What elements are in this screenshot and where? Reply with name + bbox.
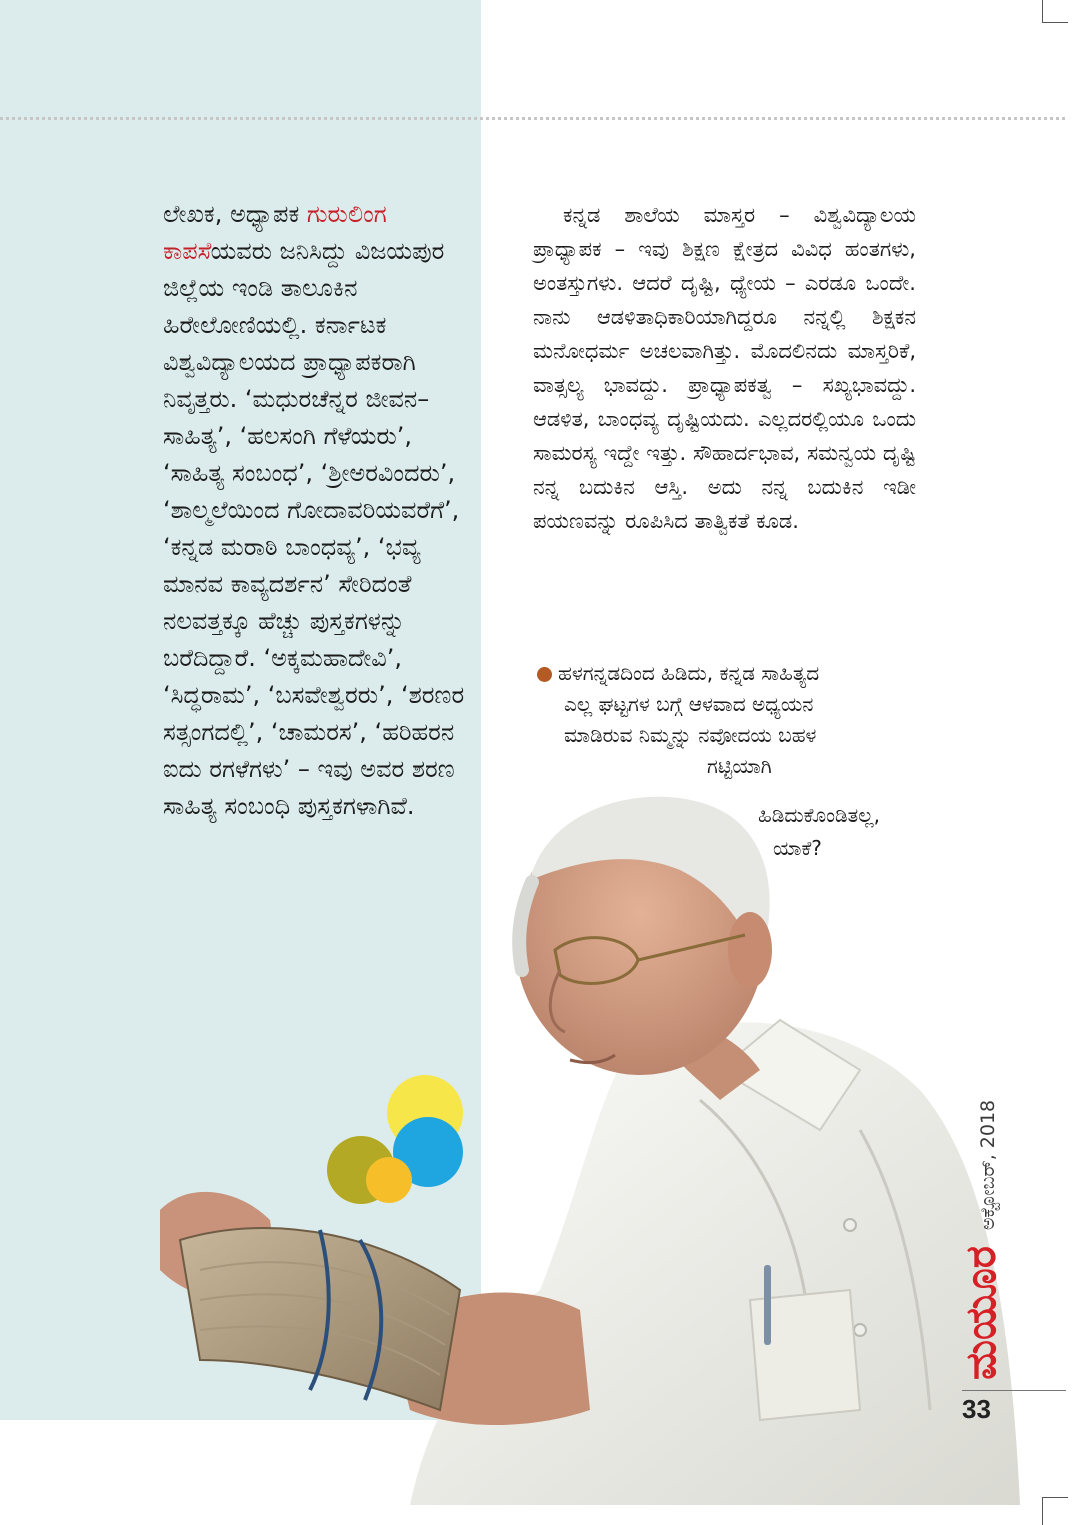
magazine-logo: [958, 1248, 1004, 1378]
decorative-dots: [325, 1070, 465, 1210]
question-bullet-icon: [537, 667, 552, 682]
bio-body: ಯವರು ಜನಿಸಿದ್ದು ವಿಜಯಪುರ ಜಿಲ್ಲೆಯ ಇಂಡಿ ತಾಲೂಕಿನ ಹಿರೇಲೋಣಿಯಲ್ಲಿ. ಕರ್ನಾಟಕ ವಿಶ್ವವಿದ್ಯಾಲಯದ ಪ್ರಾಧ್ಯಾಪಕರಾಗಿ ನಿವೃತ್ತರು. ‘ಮಧುರಚೆನ್ನರ ಜೀವನ–ಸಾಹಿತ್ಯ’, ‘ಹಲಸಂಗಿ ಗೆಳೆಯರು’, ‘ಸಾಹಿತ್ಯ ಸಂಬಂಧ’, ‘ಶ್ರೀಅರವಿಂದರು’, ‘ಶಾಲ್ಮಲೆಯಿಂದ ಗೋದಾವರಿಯವರೆಗೆ’, ‘ಕನ್ನಡ ಮರಾಠಿ ಬಾಂಧವ್ಯ’, ‘ಭವ್ಯ ಮಾನವ ಕಾವ್ಯದರ್ಶನ’ ಸೇರಿದಂತೆ ನಲವತ್ತಕ್ಕೂ ಹೆಚ್ಚು ಪುಸ್ತಕಗಳನ್ನು ಬರೆದಿದ್ದಾರೆ. ‘ಅಕ್ಕಮಹಾದೇವಿ’, ‘ಸಿದ್ಧರಾಮ’, ‘ಬಸವೇಶ್ವರರು’, ‘ಶರಣರ ಸತ್ಸಂಗದಲ್ಲಿ’, ‘ಚಾಮರಸ’, ‘ಹರಿಹರನ ಐದು ರಗಳೆಗಳು’ – ಇವು ಅವರ ಶರಣ ಸಾಹಿತ್ಯ ಸಂಬಂಧಿ ಪುಸ್ತಕಗಳಾಗಿವೆ.: [163, 237, 465, 820]
crop-mark-bottom-horizontal: [1042, 1497, 1068, 1498]
crop-mark-top: [1042, 0, 1043, 22]
crop-mark-top-horizontal: [1042, 22, 1068, 23]
crop-mark-bottom: [1042, 1497, 1043, 1525]
dot-orange: [366, 1157, 412, 1203]
dotted-divider: [0, 117, 1065, 120]
question-line: ಹಿಡಿದುಕೊಂಡಿತಲ್ಲ,: [758, 803, 880, 827]
author-photo: [160, 770, 1040, 1505]
page-number: 33: [962, 1394, 991, 1424]
question-line: ಎಲ್ಲ ಘಟ್ಟಗಳ ಬಗ್ಗೆ ಆಳವಾದ ಅಧ್ಯಯನ: [564, 692, 814, 716]
issue-date: [976, 1080, 1000, 1250]
magazine-logo-text: ಮಯೂರ: [956, 1246, 1005, 1380]
question-line: ಹಳಗನ್ನಡದಿಂದ ಹಿಡಿದು, ಕನ್ನಡ ಸಾಹಿತ್ಯದ: [558, 661, 820, 685]
issue-date-text: ಅಕ್ಟೋಬರ್, 2018: [977, 1099, 999, 1231]
author-bio: [163, 196, 475, 825]
bio-intro: ಲೇಖಕ, ಅಧ್ಯಾಪಕ: [163, 200, 307, 228]
question-line: ಯಾಕೆ?: [773, 836, 822, 860]
author-name: ಗುರುಲಿಂಗ ಕಾಪಸೆ: [163, 200, 387, 265]
question-line: ಮಾಡಿರುವ ನಿಮ್ಮನ್ನು ನವೋದಯ ಬಹಳ: [564, 723, 817, 747]
interview-answer: ಕನ್ನಡ ಶಾಲೆಯ ಮಾಸ್ತರ – ವಿಶ್ವವಿದ್ಯಾಲಯ ಪ್ರಾಧ್ಯಾಪಕ – ಇವು ಶಿಕ್ಷಣ ಕ್ಷೇತ್ರದ ವಿವಿಧ ಹಂತಗಳು, ಅಂತಸ್ತುಗಳು. ಆದರೆ ದೃಷ್ಟಿ, ಧ್ಯೇಯ – ಎರಡೂ ಒಂದೇ. ನಾನು ಆಡಳಿತಾಧಿಕಾರಿಯಾಗಿದ್ದರೂ ನನ್ನಲ್ಲಿ ಶಿಕ್ಷಕನ ಮನೋಧರ್ಮ ಅಚಲವಾಗಿತ್ತು. ಮೊದಲಿನದು ಮಾಸ್ತರಿಕೆ, ವಾತ್ಸಲ್ಯ ಭಾವದ್ದು. ಪ್ರಾಧ್ಯಾಪಕತ್ವ – ಸಖ್ಯಭಾವದ್ದು. ಆಡಳಿತ, ಬಾಂಧವ್ಯ ದೃಷ್ಟಿಯದು. ಎಲ್ಲದರಲ್ಲಿಯೂ ಒಂದು ಸಾಮರಸ್ಯ ಇದ್ದೇ ಇತ್ತು. ಸೌಹಾರ್ದಭಾವ, ಸಮನ್ವಯ ದೃಷ್ಟಿ ನನ್ನ ಬದುಕಿನ ಆಸ್ತಿ. ಅದು ನನ್ನ ಬದುಕಿನ ಇಡೀ ಪಯಣವನ್ನು ರೂಪಿಸಿದ ತಾತ್ವಿಕತೆ ಕೂಡ.: [533, 203, 916, 533]
question-line: ಗಟ್ಟಿಯಾಗಿ: [707, 754, 772, 778]
folio-rule: [962, 1390, 1066, 1391]
